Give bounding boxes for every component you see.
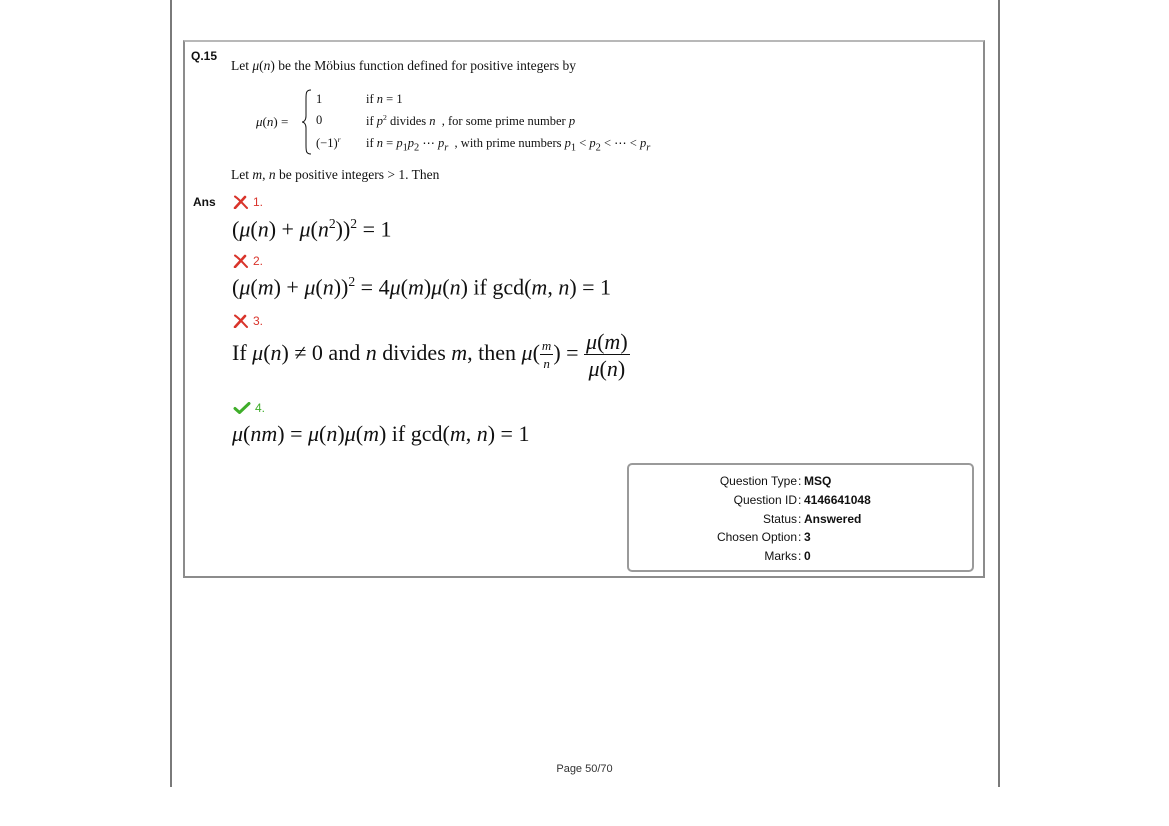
cross-icon: [233, 314, 249, 328]
info-row-marks: Marks : 0: [764, 549, 811, 563]
option-4-expression: μ(nm) = μ(n)μ(m) if gcd(m, n) = 1: [232, 421, 530, 446]
question-stem-intro: Let μ(n) be the Möbius function defined for positive integers by: [231, 58, 576, 73]
info-value: 0: [804, 549, 811, 563]
info-key: Marks: [764, 549, 797, 563]
info-row-question-type: Question Type : MSQ: [719, 474, 832, 488]
option-3-header: [233, 314, 263, 328]
page-number: Page 50/70: [556, 763, 613, 775]
option-4-label: 4.: [255, 401, 266, 415]
option-4-header: [233, 401, 265, 415]
check-icon: [233, 402, 251, 414]
option-1-expression: $(\mu(n) + \mu(n^2))^2 = 1$: [232, 216, 392, 242]
option-2-label: 2.: [253, 254, 264, 268]
info-value: MSQ: [804, 474, 832, 488]
info-value: 3: [804, 530, 811, 544]
answer-label: Ans: [193, 195, 216, 209]
question-info-panel: [627, 463, 974, 572]
info-row-status: Status : Answered: [762, 512, 862, 526]
cross-icon: [233, 195, 249, 209]
option-2-expression: $(\mu(m) + \mu(n))^2 = 4\mu(m)\mu(n)$ if gcd(m, n) = 1: [232, 274, 612, 300]
info-row-chosen-option: Chosen Option : 3: [716, 530, 811, 544]
question-number: Q.15: [191, 49, 218, 63]
option-1-header: [233, 195, 263, 209]
option-3-expression: If μ(n) ≠ 0 and n divides m, then μ( $\frac{m}{n}$ ) = $\frac{\mu(m)}{\mu(n)}$: [232, 329, 628, 382]
option-2-header: [233, 254, 263, 268]
definition-lhs: μ(n) =: [256, 114, 289, 129]
left-brace-icon: [302, 89, 312, 155]
option-1-label: 1.: [253, 195, 264, 209]
info-row-question-id: Question ID : 4146641048: [733, 493, 871, 507]
info-key: Chosen Option: [716, 530, 797, 544]
info-key: Question Type: [719, 474, 797, 488]
question-stem-followup: Let m, n be positive integers > 1. Then: [231, 167, 440, 182]
info-key: Status: [762, 512, 797, 526]
info-value: Answered: [804, 512, 862, 526]
option-3-label: 3.: [253, 314, 264, 328]
cross-icon: [233, 254, 249, 268]
page-left-rule: [170, 0, 172, 787]
info-key: Question ID: [733, 493, 797, 507]
page-right-rule: [998, 0, 1000, 787]
info-value: 4146641048: [804, 493, 871, 507]
